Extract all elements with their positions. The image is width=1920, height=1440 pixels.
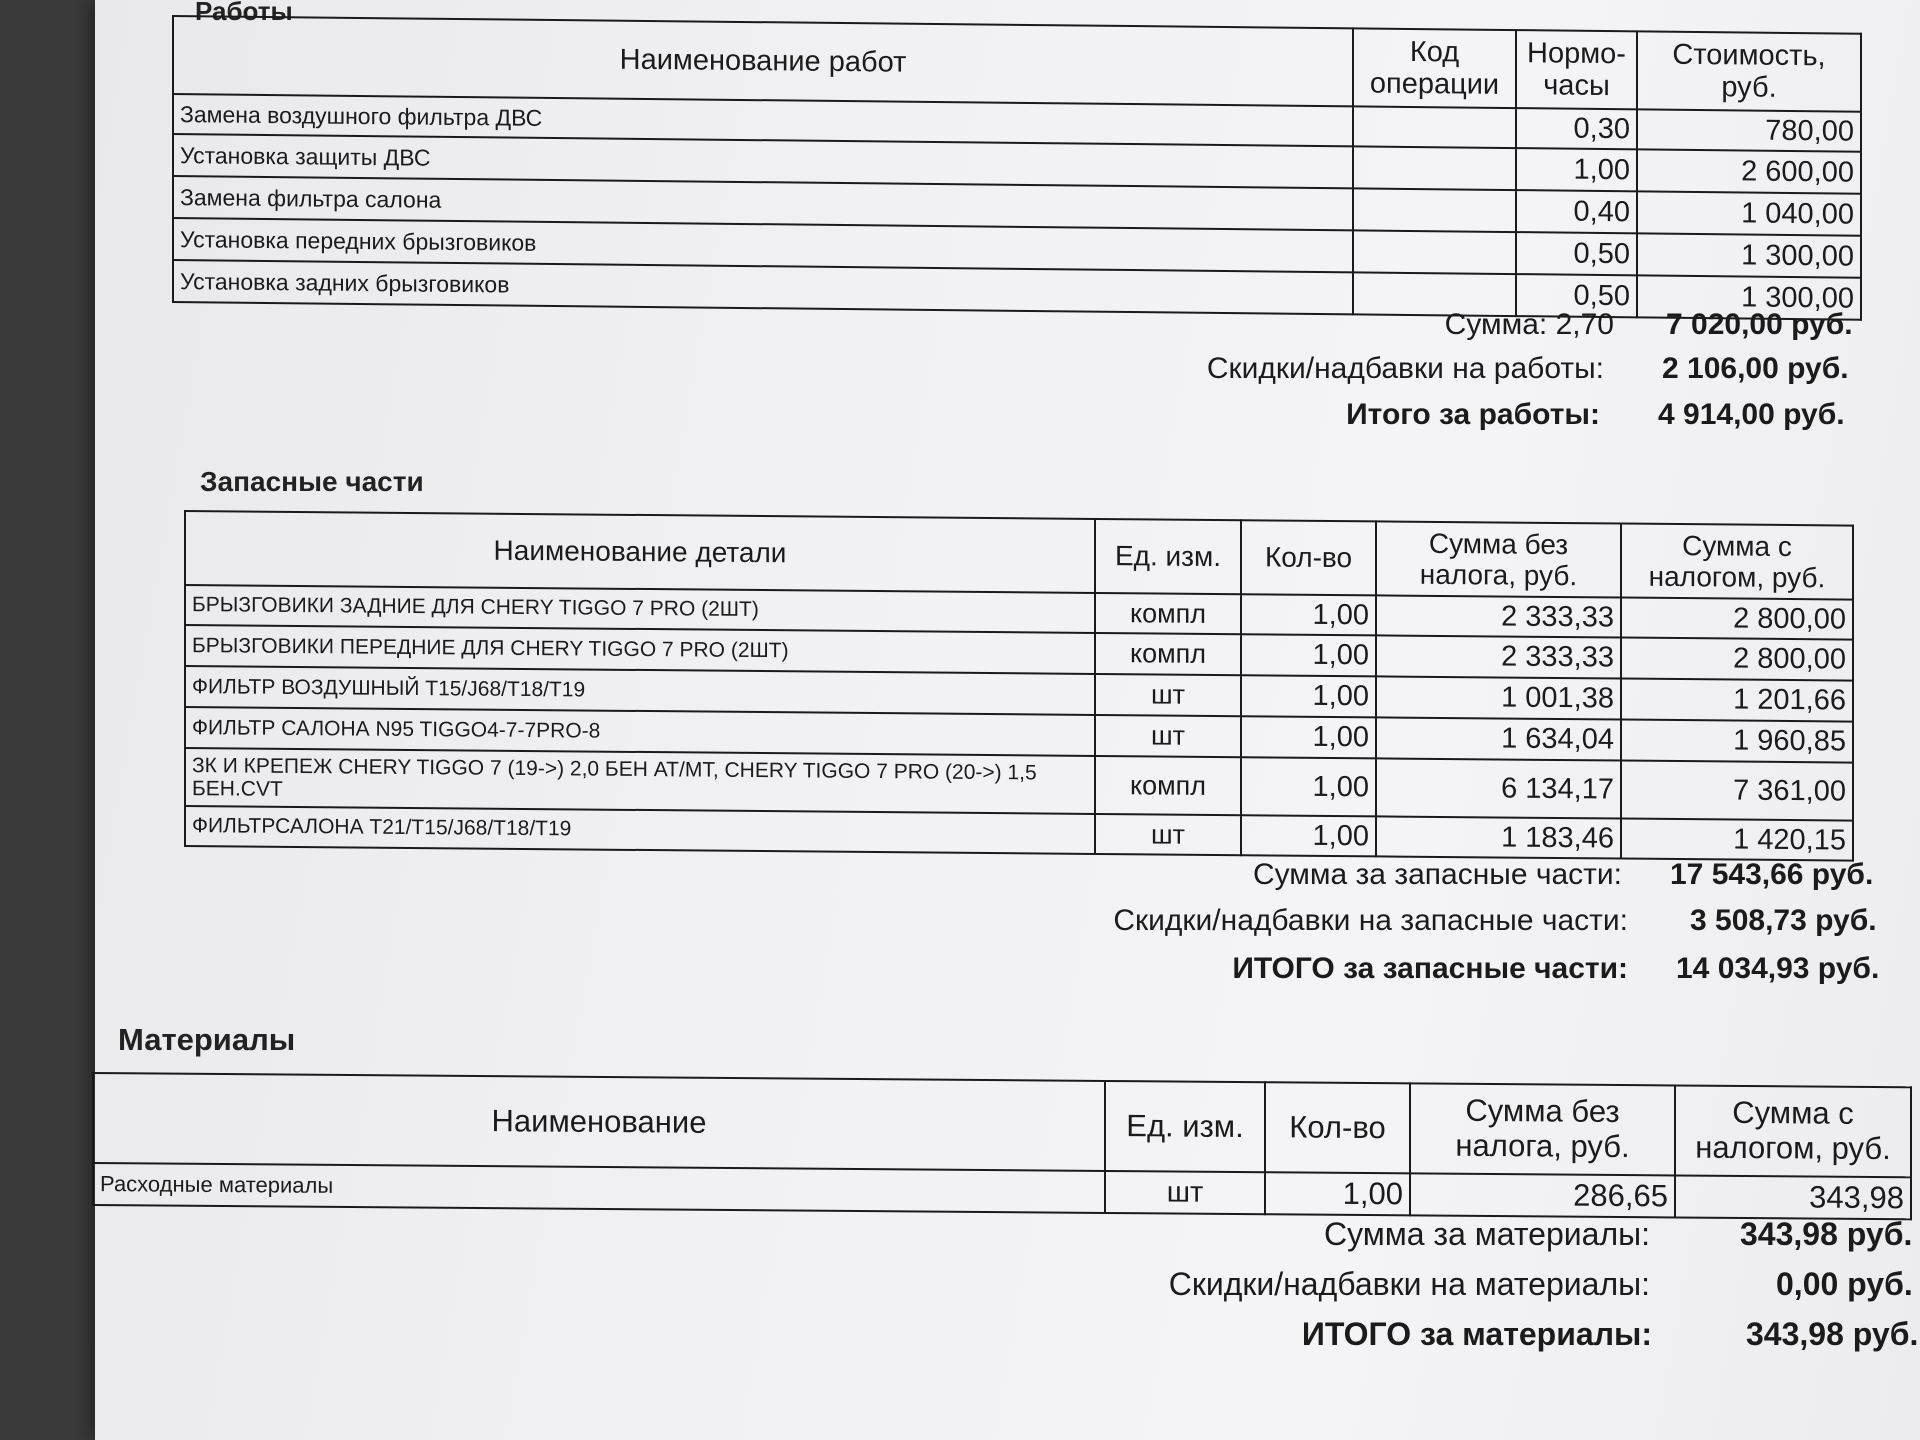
work-name: Замена фильтра салона: [173, 176, 1353, 230]
work-name: Установка защиты ДВС: [173, 134, 1353, 188]
parts-discount-value: 3 508,73 руб.: [1690, 904, 1877, 937]
parts-sum: [0, 858, 1920, 898]
works-header-hours: Нормо-часы: [1516, 30, 1637, 109]
materials-header-unit: Ед. изм.: [1105, 1081, 1265, 1172]
materials-total-value: 343,98 руб.: [1746, 1316, 1919, 1352]
part-net: 2 333,33: [1376, 635, 1621, 678]
part-unit: компл: [1095, 633, 1241, 675]
part-gross: 2 800,00: [1621, 638, 1853, 681]
works-discount: [0, 352, 1920, 392]
materials-discount-label: Скидки/надбавки на материалы:: [1168, 1266, 1650, 1302]
parts-header-unit: Ед. изм.: [1095, 519, 1241, 594]
parts-discount: [0, 904, 1920, 944]
materials-header-net: Сумма без налога, руб.: [1410, 1083, 1675, 1175]
part-qty: 1,00: [1241, 757, 1376, 816]
materials-discount-value: 0,00 руб.: [1776, 1266, 1913, 1302]
materials-sum-label: Сумма за материалы:: [1323, 1216, 1650, 1252]
part-net: 1 001,38: [1376, 676, 1621, 719]
part-gross: 2 800,00: [1621, 598, 1853, 640]
materials-total: [0, 1316, 1920, 1356]
parts-header-gross: Сумма с налогом, руб.: [1621, 524, 1853, 600]
materials-header-qty: Кол-во: [1265, 1082, 1410, 1173]
part-qty: 1,00: [1241, 815, 1376, 856]
materials-title: Материалы: [118, 1022, 296, 1057]
part-name: ФИЛЬТРСАЛОНА T21/T15/J68/T18/T19: [185, 806, 1095, 854]
materials-total-label: ИТОГО за материалы:: [1301, 1316, 1652, 1352]
parts-header-name: Наименование детали: [185, 511, 1095, 593]
part-unit: шт: [1095, 674, 1241, 716]
work-code: [1353, 106, 1516, 148]
materials-sum-value: 343,98 руб.: [1740, 1216, 1913, 1252]
works-total-value: 4 914,00 руб.: [1658, 398, 1845, 431]
part-qty: 1,00: [1241, 634, 1376, 676]
part-qty: 1,00: [1241, 716, 1376, 758]
work-hours: 0,50: [1516, 274, 1637, 317]
parts-discount-label: Скидки/надбавки на запасные части:: [1113, 904, 1628, 937]
works-header-name: Наименование работ: [173, 16, 1353, 106]
parts-total-label: ИТОГО за запасные части:: [1232, 952, 1628, 985]
material-name: Расходные материалы: [93, 1163, 1105, 1213]
parts-header-net: Сумма без налога, руб.: [1376, 521, 1621, 597]
work-name: Замена воздушного фильтра ДВС: [173, 94, 1353, 146]
materials-sum: [0, 1216, 1920, 1256]
parts-header-qty: Кол-во: [1241, 520, 1376, 595]
parts-table: [184, 510, 1854, 862]
part-net: 1 634,04: [1376, 717, 1621, 760]
material-qty: 1,00: [1265, 1172, 1410, 1215]
work-hours: 1,00: [1516, 148, 1637, 191]
parts-total-value: 14 034,93 руб.: [1676, 952, 1880, 985]
work-hours: 0,40: [1516, 190, 1637, 233]
part-gross: 1 960,85: [1621, 720, 1853, 763]
materials-table: [92, 1072, 1912, 1220]
part-name: БРЫЗГОВИКИ ЗАДНИЕ ДЛЯ CHERY TIGGO 7 PRO (2ШТ): [185, 585, 1095, 633]
work-name: Установка задних брызговиков: [173, 260, 1353, 314]
parts-total: [0, 952, 1920, 992]
works-discount-label: Скидки/надбавки на работы:: [1206, 352, 1604, 385]
parts-sum-value: 17 543,66 руб.: [1670, 858, 1874, 891]
work-cost: 1 040,00: [1637, 191, 1861, 235]
work-name: Установка передних брызговиков: [173, 218, 1353, 272]
part-unit: шт: [1095, 715, 1241, 757]
part-gross: 1 420,15: [1621, 819, 1853, 861]
parts-title: Запасные части: [200, 466, 424, 497]
part-net: 1 183,46: [1376, 816, 1621, 858]
part-name: ФИЛЬТР САЛОНА N95 TIGGO4-7-7PRO-8: [185, 707, 1095, 756]
part-unit: компл: [1095, 593, 1241, 634]
work-cost: 2 600,00: [1637, 149, 1861, 193]
materials-discount: [0, 1266, 1920, 1306]
part-gross: 7 361,00: [1621, 761, 1853, 821]
material-unit: шт: [1105, 1171, 1265, 1214]
works-sum-label: Сумма: 2,70: [1444, 308, 1614, 341]
part-net: 2 333,33: [1376, 595, 1621, 637]
part-unit: шт: [1095, 814, 1241, 855]
part-qty: 1,00: [1241, 594, 1376, 635]
works-header-code: Код операции: [1353, 28, 1516, 108]
work-cost: 1 300,00: [1637, 275, 1861, 319]
work-code: [1353, 146, 1516, 190]
part-gross: 1 201,66: [1621, 679, 1853, 722]
material-gross: 343,98: [1675, 1175, 1911, 1219]
works-discount-value: 2 106,00 руб.: [1662, 352, 1849, 385]
works-title: Работы: [195, 0, 293, 26]
work-code: [1353, 188, 1516, 232]
works-total-label: Итого за работы:: [1346, 398, 1600, 431]
work-hours: 0,50: [1516, 232, 1637, 275]
part-name: ЗК И КРЕПЕЖ CHERY TIGGO 7 (19->) 2,0 БЕН AT/MT, CHERY TIGGO 7 PRO (20->) 1,5 БЕН.CVT: [185, 748, 1095, 814]
work-hours: 0,30: [1516, 108, 1637, 149]
works-total: [0, 398, 1920, 438]
part-qty: 1,00: [1241, 675, 1376, 717]
works-table: [172, 15, 1862, 321]
works-header-cost: Стоимость, руб.: [1637, 31, 1861, 111]
part-net: 6 134,17: [1376, 758, 1621, 818]
part-name: БРЫЗГОВИКИ ПЕРЕДНИЕ ДЛЯ CHERY TIGGO 7 PRO (2ШТ): [185, 625, 1095, 674]
material-net: 286,65: [1410, 1173, 1675, 1217]
works-sum-value: 7 020,00 руб.: [1666, 308, 1853, 341]
works-sum: [0, 308, 1920, 348]
parts-sum-label: Сумма за запасные части:: [1252, 858, 1622, 891]
materials-header-gross: Сумма с налогом, руб.: [1675, 1085, 1911, 1177]
work-cost: 780,00: [1637, 109, 1861, 151]
part-name: ФИЛЬТР ВОЗДУШНЫЙ T15/J68/T18/T19: [185, 666, 1095, 715]
work-code: [1353, 230, 1516, 274]
materials-header-name: Наименование: [93, 1073, 1105, 1171]
work-cost: 1 300,00: [1637, 233, 1861, 277]
part-unit: компл: [1095, 756, 1241, 815]
